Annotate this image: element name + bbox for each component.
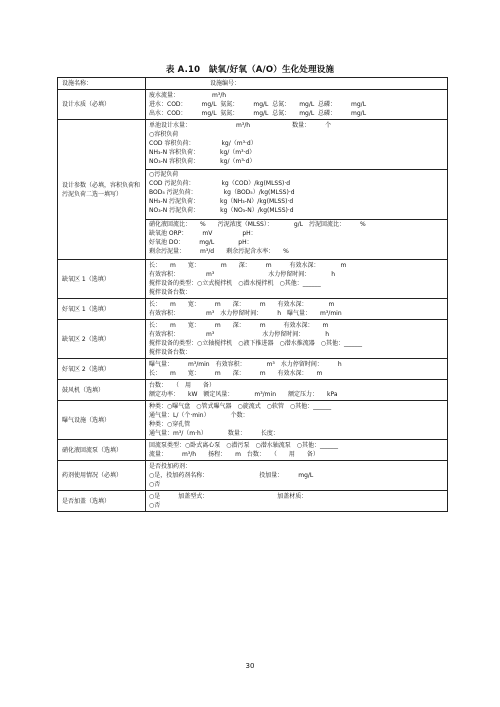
- row-content: [146, 401, 448, 440]
- row-label: 好氧区 2（选填）: [58, 359, 146, 380]
- content-line: 长： m 宽： m 深： m 有效水深： m: [149, 322, 329, 329]
- row-label: 设计参数（必填，容积负荷和污泥负荷二选一填写）: [58, 120, 146, 260]
- content-line: 搅拌设备的类型：○立式搅拌机 ○潜水搅拌机 ○其他：______: [149, 280, 321, 287]
- content-block: [149, 360, 444, 378]
- content-block: [149, 381, 444, 399]
- table-row: [58, 299, 448, 320]
- row-label: 鼓风机（选填）: [58, 380, 146, 401]
- row-content: [146, 299, 448, 320]
- facility-table: [57, 77, 448, 512]
- table-row: [58, 120, 448, 260]
- content-line: ○是，投加药剂名称： 投加量： mg/L: [149, 472, 314, 479]
- content-line: 流量： m³/h 扬程： m 台数： （ 用 备）: [149, 451, 319, 458]
- row-content: [146, 440, 448, 461]
- content-line: 回流泵类型：○卧式离心泵 ○潜污泵 ○潜水轴流泵 ○其他：______: [149, 442, 338, 449]
- row-content: [146, 491, 448, 512]
- content-line: 有效容积： m³ 水力停留时间： h: [149, 271, 336, 278]
- content-line: 剩余污泥量： m³/d 剩余污泥含水率： %: [149, 248, 289, 255]
- content-block: [149, 261, 444, 297]
- row-label: 曝气设施（选填）: [58, 401, 146, 440]
- content-line: 废水流量： m³/h: [149, 92, 227, 99]
- content-line: NH₃-N 容积负荷： kg/（m³·d）: [149, 149, 256, 156]
- table-row: [58, 320, 448, 359]
- table-row: [58, 491, 448, 512]
- content-block: [146, 219, 447, 258]
- row-label: 硝化液回流泵（选填）: [58, 440, 146, 461]
- table-row: [58, 359, 448, 380]
- content-line: NO₃-N 容积负荷： kg/（m³·d）: [149, 158, 256, 165]
- content-line: 种类：○穿孔管: [149, 421, 191, 428]
- content-line: 长： m 宽： m 深： m 有效水深： m: [149, 262, 347, 269]
- content-line: 有效容积： m³ 水力停留时间： h: [149, 331, 330, 338]
- row-label: 设计水质（必填）: [58, 90, 146, 120]
- content-block: [149, 121, 444, 169]
- content-block: [149, 462, 444, 489]
- content-block: [149, 492, 444, 510]
- content-line: BOD₅ 污泥负荷： kg（BOD₅）/kg(MLSS)·d: [149, 189, 295, 196]
- facility-name-label: 设施名称：: [58, 78, 146, 90]
- row-content: [146, 380, 448, 401]
- content-line: ○否: [149, 502, 161, 509]
- content-line: 搅拌设备的类型：○立轴搅拌机 ○液下推进器 ○潜水推流器 ○其他：______: [149, 340, 362, 347]
- row-label: 缺氧区 1（选填）: [58, 260, 146, 299]
- content-line: 搅拌设备台数：: [149, 289, 192, 296]
- content-line: 好氧池 DO： mg/L pH：: [149, 239, 253, 246]
- table-row: [58, 90, 448, 120]
- header-row: [58, 78, 448, 90]
- table-title: 表 A.10 缺氧/好氧（A/O）生化处理设施: [165, 65, 335, 75]
- table-row: [58, 260, 448, 299]
- row-content: [146, 120, 448, 260]
- content-line: 长： m 宽： m 深： m 有效水深： m: [149, 301, 335, 308]
- content-line: ○否: [149, 481, 161, 488]
- row-label: 缺氧区 2（选填）: [58, 320, 146, 359]
- content-line: NH₃-N 污泥负荷： kg（NH₃-N）/kg(MLSS)·d: [149, 198, 294, 205]
- table-row: [58, 440, 448, 461]
- content-line: NO₃-N 污泥负荷： kg（NO₃-N）/kg(MLSS)·d: [149, 207, 294, 214]
- content-line: 搅拌设备台数：: [149, 349, 192, 356]
- content-line: 额定功率： kW 额定风量： m³/min 额定压力： kPa: [149, 391, 338, 398]
- content-line: 通气量：m³/（m·h） 数量： 长度：: [149, 430, 279, 437]
- content-block: [149, 91, 444, 118]
- content-line: 是否投加药剂：: [149, 463, 192, 470]
- content-line: 硝化液回流比： % 污泥浓度（MLSS）： g/L 污泥回流比： %: [149, 221, 366, 228]
- row-label: 是否加盖（选填）: [58, 491, 146, 512]
- content-line: 进水：COD： mg/L 氨氮： mg/L 总氮： mg/L 总磷： mg/L: [149, 101, 367, 108]
- content-line: 种类：○曝气盘 ○管式曝气器 ○旋流式 ○软管 ○其他：______: [149, 403, 332, 410]
- row-content: [146, 359, 448, 380]
- content-line: ○污泥负荷: [149, 171, 179, 178]
- content-line: ○是 加盖型式： 加盖材质：: [149, 493, 308, 500]
- row-content: [146, 260, 448, 299]
- table-row: [58, 461, 448, 491]
- table-row: [58, 380, 448, 401]
- content-line: ○容积负荷: [149, 131, 179, 138]
- content-line: 缺氧池 ORP： mV pH：: [149, 230, 257, 237]
- content-line: 出水：COD： mg/L 氨氮： mg/L 总氮： mg/L 总磷： mg/L: [149, 110, 367, 117]
- content-line: 有效容积： m³ 水力停留时间： h 曝气量： m³/min: [149, 310, 342, 317]
- content-block: [149, 441, 444, 459]
- row-content: [146, 90, 448, 120]
- row-label: 药剂使用情况（必填）: [58, 461, 146, 491]
- content-block: [149, 300, 444, 318]
- row-content: [146, 461, 448, 491]
- content-block: [149, 321, 444, 357]
- content-line: COD 污泥负荷： kg（COD）/kg(MLSS)·d: [149, 180, 291, 187]
- content-line: 曝气量： m³/min 有效容积： m³ 水力停留时间： h: [149, 361, 342, 368]
- row-label: 好氧区 1（选填）: [58, 299, 146, 320]
- facility-id-label: 设施编号：: [146, 78, 448, 90]
- table-row: [58, 401, 448, 440]
- content-line: 台数： （ 用 备）: [149, 382, 216, 389]
- content-line: 长： m 宽： m 深： m 有效水深： m: [149, 370, 323, 377]
- content-block: [149, 402, 444, 438]
- content-line: 通气量：L/（个·min） 个数：: [149, 412, 249, 419]
- content-block: [146, 169, 447, 219]
- row-content: [146, 320, 448, 359]
- page-number: 30: [245, 662, 255, 670]
- content-line: 单池设计水量： m³/h 数量： 个: [149, 122, 332, 129]
- content-line: COD 容积负荷： kg/（m³·d）: [149, 140, 257, 147]
